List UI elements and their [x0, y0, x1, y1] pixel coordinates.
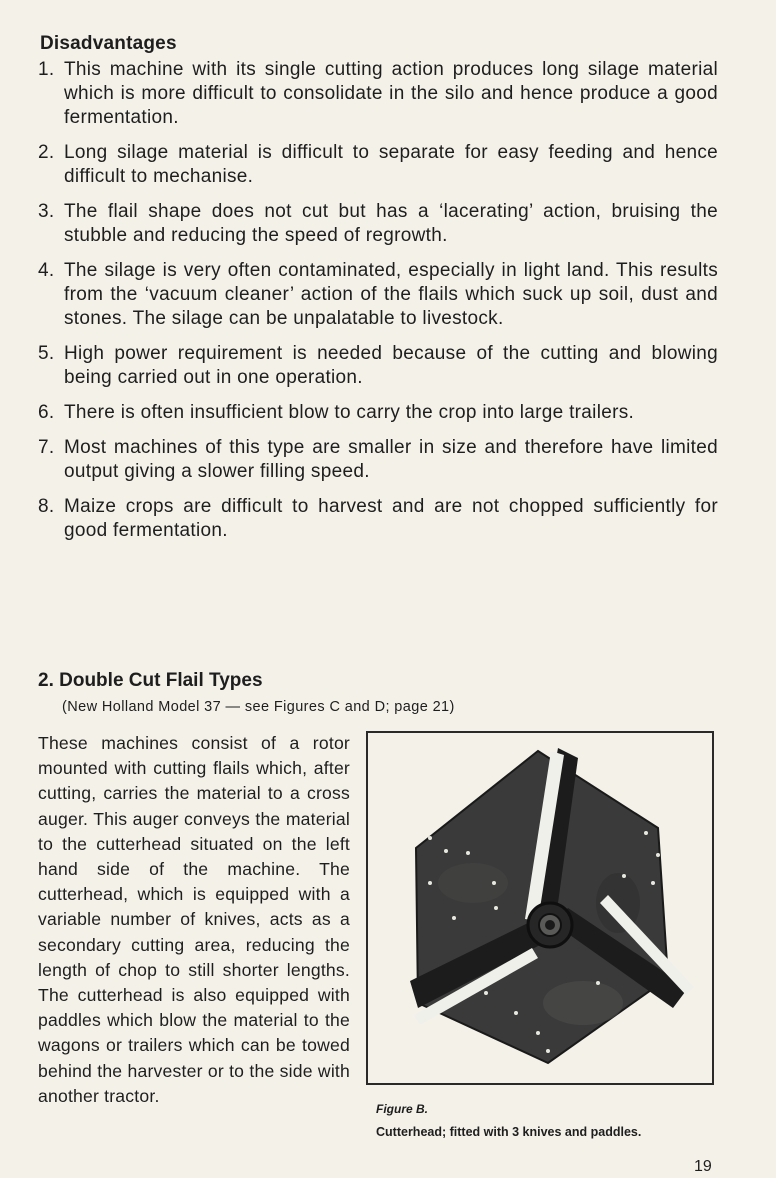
list-item: [38, 436, 718, 484]
figure-label: Figure B.: [376, 1102, 429, 1116]
list-item-text: Maize crops are difficult to harvest and are not chopped sufficiently for good fermentation.: [64, 496, 718, 541]
page-number: 19: [694, 1158, 712, 1175]
list-item: [38, 259, 718, 331]
list-item: [38, 401, 718, 425]
disadvantages-heading: Disadvantages: [40, 33, 177, 54]
section-subheading: (New Holland Model 37 — see Figures C and D; page 21): [62, 699, 455, 715]
figure-photo-frame: [366, 731, 714, 1085]
list-item-number: 3.: [38, 201, 55, 222]
disadvantages-list: [38, 58, 718, 554]
list-item-number: 1.: [38, 59, 55, 80]
list-item-number: 7.: [38, 437, 55, 458]
figure-caption: Cutterhead; fitted with 3 knives and paddles.: [376, 1125, 642, 1139]
list-item-text: This machine with its single cutting action produces long silage material which is more difficult to consolidate in the silo and hence produce a good fermentation.: [64, 59, 718, 128]
cutterhead-photo: [368, 733, 712, 1083]
list-item-number: 8.: [38, 496, 55, 517]
list-item-number: 6.: [38, 402, 55, 423]
list-item-text: Most machines of this type are smaller in size and therefore have limited output giving a slower filling speed.: [64, 437, 718, 482]
list-item-text: The silage is very often contaminated, especially in light land. This results from the ‘vacuum cleaner’ action of the flails which suck up soil, dust and stones. The silage can be unpalatable to livestock.: [64, 260, 718, 329]
list-item-text: There is often insufficient blow to carry the crop into large trailers.: [64, 402, 635, 423]
list-item: [38, 495, 718, 543]
list-item: [38, 141, 718, 189]
section-heading: 2. Double Cut Flail Types: [38, 670, 263, 691]
list-item-number: 2.: [38, 142, 55, 163]
list-item: [38, 200, 718, 248]
list-item-number: 5.: [38, 343, 55, 364]
list-item-text: The flail shape does not cut but has a ‘lacerating’ action, bruising the stubble and reducing the speed of regrowth.: [64, 201, 718, 246]
list-item-number: 4.: [38, 260, 55, 281]
list-item-text: High power requirement is needed because of the cutting and blowing being carried out in one operation.: [64, 343, 718, 388]
list-item: [38, 342, 718, 390]
section-body-text: These machines consist of a rotor mounted with cutting flails which, after cutting, carries the material to a cross auger. This auger conveys the material to the cutterhead situated on the left hand side of the machine. The cutterhead, which is equipped with a variable number of knives, acts as a secondary cutting area, reducing the length of chop to still shorter lengths. The cutterhead is also equipped with paddles which blow the material to the wagons or trailers which can be towed behind the harvester or to the side with another tractor.: [38, 733, 350, 1106]
list-item: [38, 58, 718, 130]
list-item-text: Long silage material is difficult to separate for easy feeding and hence difficult to mechanise.: [64, 142, 718, 187]
